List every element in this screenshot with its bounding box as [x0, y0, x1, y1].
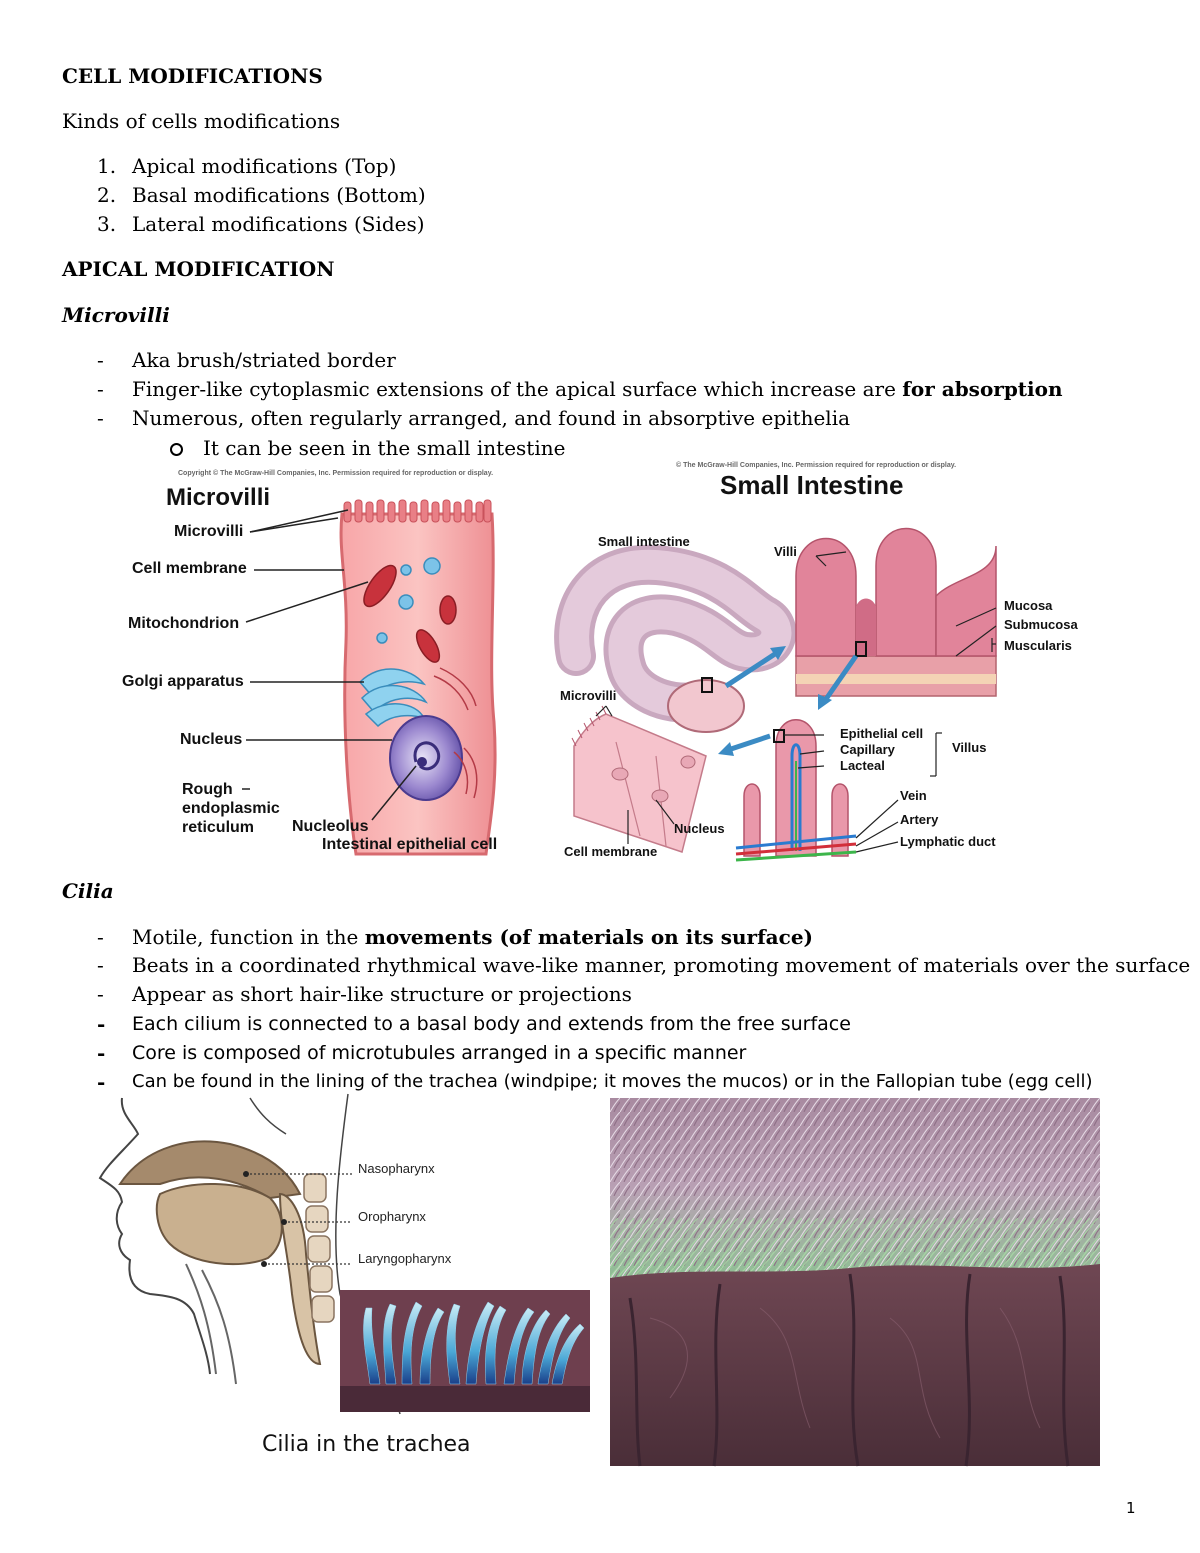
bullet-dash: - [97, 953, 104, 977]
figure-caption: Intestinal epithelial cell [322, 836, 498, 853]
list-item: Lateral modifications (Sides) [132, 212, 425, 236]
bullet-dash: - [97, 1070, 106, 1094]
sub-bullet-text: It can be seen in the small intestine [203, 436, 566, 460]
bullet-dash: - [97, 377, 104, 401]
bullet-text: Numerous, often regularly arranged, and found in absorptive epithelia [132, 406, 851, 430]
label-nucleus: Nucleus [180, 731, 243, 748]
small-intestine-illustration [556, 456, 1036, 866]
bullet-text: Aka brush/striated border [132, 348, 396, 372]
bullet-dash: - [97, 348, 104, 372]
bullet-text [132, 925, 813, 949]
label-rough-er-line: endoplasmic [182, 800, 280, 817]
intro-text: Kinds of cells modifications [62, 109, 341, 133]
label-epithelial-cell: Epithelial cell [840, 726, 924, 741]
label-nucleus: Nucleus [674, 821, 725, 836]
label-villus: Villus [952, 740, 987, 755]
list-number: 2. [97, 183, 117, 207]
label-microvilli: Microvilli [174, 523, 244, 540]
label-lacteal: Lacteal [840, 758, 885, 773]
bullet-dash: - [97, 1041, 106, 1065]
label-vein: Vein [900, 788, 927, 803]
bullet-text-plain: Motile, function in the [132, 925, 365, 949]
bullet-text [132, 377, 1063, 401]
bullet-text-bold: for absorption [902, 377, 1063, 401]
label-nasopharynx: Nasopharynx [358, 1161, 435, 1176]
bullet-text-bold: movements (of materials on its surface) [364, 925, 814, 949]
list-item: Apical modifications (Top) [132, 154, 397, 178]
bullet-dash: - [97, 406, 104, 430]
bullet-text: Beats in a coordinated rhythmical wave-like manner, promoting movement of materials over the surface [132, 953, 1191, 977]
label-mitochondrion: Mitochondrion [128, 615, 240, 632]
label-rough-er-line: Rough [182, 781, 233, 798]
bullet-text: Appear as short hair-like structure or projections [132, 982, 632, 1006]
bullet-text: Each cilium is connected to a basal body and extends from the free surface [132, 1013, 851, 1035]
figure-title: Microvilli [166, 484, 271, 511]
list-number: 1. [97, 154, 117, 178]
label-rough-er [182, 780, 280, 837]
section-heading-apical: APICAL MODIFICATION [62, 257, 335, 281]
label-laryngopharynx: Laryngopharynx [358, 1251, 452, 1266]
microvilli-heading: Microvilli [62, 303, 170, 327]
page-number: 1 [1126, 1499, 1136, 1517]
microvilli-cell-illustration [110, 462, 550, 862]
sub-bullet-circle [170, 443, 183, 456]
pharynx-figure [90, 1094, 610, 1474]
label-nucleolus: Nucleolus [292, 818, 369, 835]
cilia-sem-image [610, 1098, 1100, 1466]
label-rough-er-line: reticulum [182, 819, 255, 836]
label-cell-membrane: Cell membrane [132, 560, 247, 577]
page-title: CELL MODIFICATIONS [62, 64, 323, 88]
label-oropharynx: Oropharynx [358, 1209, 426, 1224]
list-number: 3. [97, 212, 117, 236]
label-lymphatic-duct: Lymphatic duct [900, 834, 996, 849]
label-microvilli: Microvilli [560, 688, 617, 703]
pharynx-illustration [90, 1094, 610, 1474]
cilia-sem-photo [610, 1098, 1100, 1466]
bullet-text: Can be found in the lining of the trachea (windpipe; it moves the mucos) or in the Fallopian tube (egg cell) [132, 1071, 1093, 1092]
label-villi: Villi [774, 544, 797, 559]
label-cell-membrane: Cell membrane [564, 844, 658, 859]
label-golgi: Golgi apparatus [122, 673, 244, 690]
copyright-line: © The McGraw-Hill Companies, Inc. Permission required for reproduction or display. [676, 462, 957, 469]
copyright-line: Copyright © The McGraw-Hill Companies, Inc. Permission required for reproduction or display. [178, 470, 494, 477]
microvilli-figure [110, 462, 550, 862]
label-mucosa: Mucosa [1004, 598, 1053, 613]
small-intestine-figure [556, 456, 1078, 866]
list-item: Basal modifications (Bottom) [132, 183, 426, 207]
figure-caption: Cilia in the trachea [262, 1432, 471, 1457]
label-artery: Artery [900, 812, 939, 827]
cilia-heading: Cilia [62, 879, 114, 903]
label-capillary: Capillary [840, 742, 895, 757]
bullet-text: Core is composed of microtubules arranged in a specific manner [132, 1042, 747, 1064]
bullet-dash: - [97, 1012, 106, 1036]
bullet-text-plain: Finger-like cytoplasmic extensions of the apical surface which increase are [132, 377, 903, 401]
label-small-intestine: Small intestine [598, 534, 690, 549]
bullet-dash: - [97, 982, 104, 1006]
label-muscularis: Muscularis [1004, 638, 1072, 653]
label-submucosa: Submucosa [1004, 617, 1078, 632]
bullet-dash: - [97, 925, 104, 949]
figure-title: Small Intestine [720, 470, 904, 500]
